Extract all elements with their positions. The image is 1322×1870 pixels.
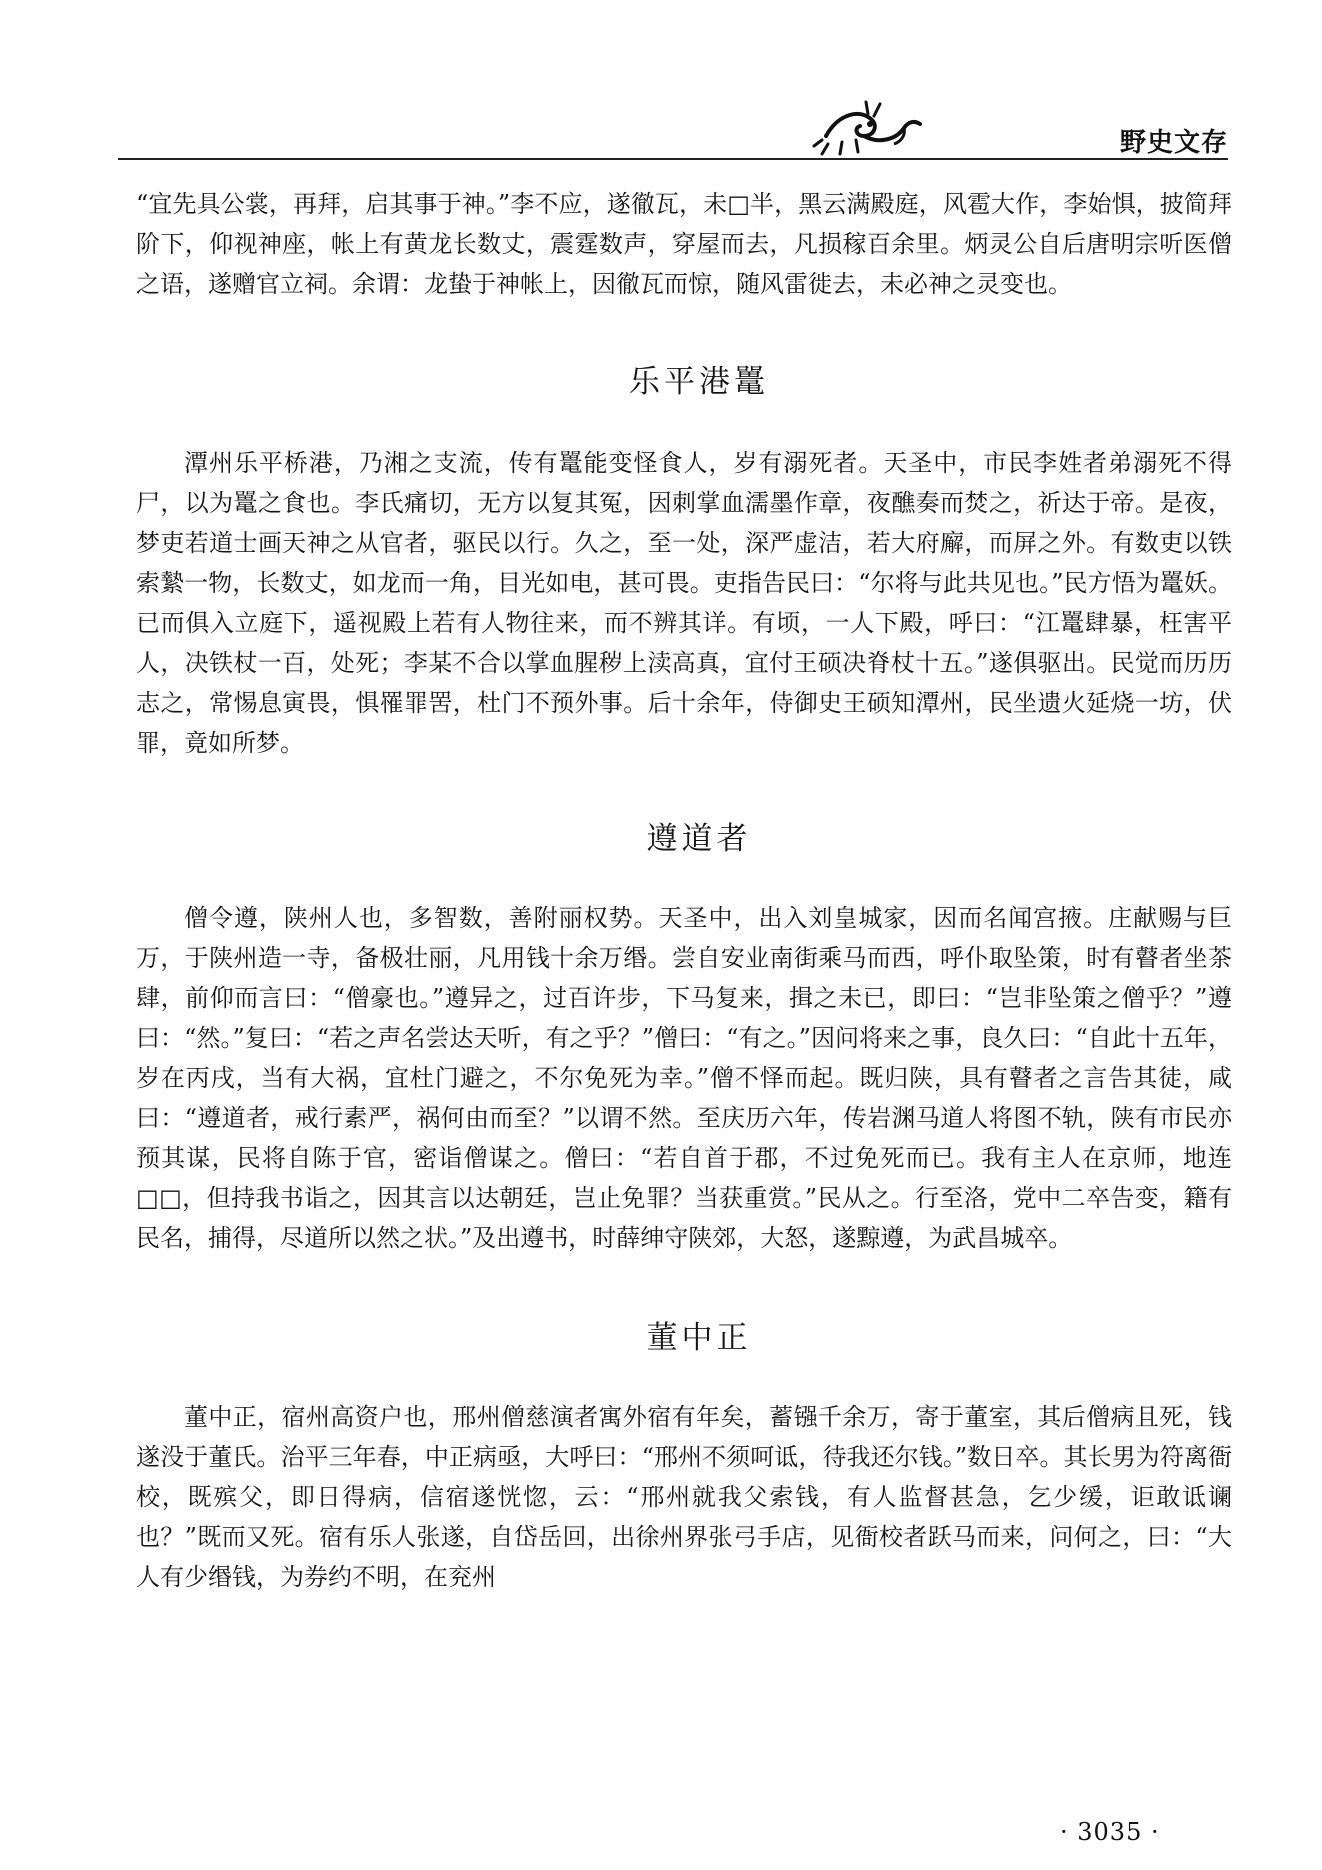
page-body [136,184,1232,1597]
section-body-zundaozhe: 僧令遵，陕州人也，多智数，善附丽权势。天圣中，出入刘皇城家，因而名闻宫掖。庄献赐与巨万，于陕州造一寺，备极壮丽，凡用钱十余万缗。尝自安业南街乘马而西，呼仆取坠策，时有瞽者坐茶肆，前仰而言曰：“僧豪也。”遵异之，过百许步，下马复来，揖之未已，即曰：“岂非坠策之僧乎？”遵曰：“然。”复曰：“若之声名尝达天听，有之乎？”僧曰：“有之。”因问将来之事，良久曰：“自此十五年，岁在丙戌，当有大祸，宜杜门避之，不尔免死为幸。”僧不怿而起。既归陕，具有瞽者之言告其徒，咸曰：“遵道者，戒行素严，祸何由而至？”以谓不然。至庆历六年，传岩渊马道人将图不轨，陕有市民亦预其谋，民将自陈于官，密诣僧谋之。僧曰：“若自首于郡，不过免死而已。我有主人在京师，地连□□，但持我书诣之，因其言以达朝廷，岂止免罪？当获重赏。”民从之。行至洛，党中二卒告变，籍有民名，捕得，尽道所以然之状。”及出遵书，时薛绅守陕郊，大怒，遂黥遵，为武昌城卒。 [136,904,1232,1252]
intro-paragraph: “宜先具公裳，再拜，启其事于神。”李不应，遂徹瓦，未□半，黑云满殿庭，风雹大作，李始惧，披简拜阶下，仰视神座，帐上有黄龙长数丈，震霆数声，穿屋而去，凡损稼百余里。炳灵公自后唐明宗听医僧之语，遂赠官立祠。余谓：龙蛰于神帐上，因徹瓦而惊，随风雷徙去，未必神之灵变也。 [136,190,1232,298]
section-title-zundaozhe: 遵道者 [646,821,752,857]
section-title-dongzhongzheng: 董中正 [646,1320,752,1356]
series-title: 野史文存 [1119,128,1228,158]
section-title-leping: 乐平港鼍 [629,364,769,400]
dragon-emblem-icon [808,96,928,160]
header-divider [118,158,1228,160]
section-body-leping: 潭州乐平桥港，乃湘之支流，传有鼍能变怪食人，岁有溺死者。天圣中，市民李姓者弟溺死不得尸，以为鼍之食也。李氏痛切，无方以复其冤，因刺掌血濡墨作章，夜醮奏而焚之，祈达于帝。是夜，梦吏若道士画天神之从官者，驱民以行。久之，至一处，深严虚洁，若大府廨，而屏之外。有数吏以铁索縶一物，长数丈，如龙而一角，目光如电，甚可畏。吏指告民曰：“尔将与此共见也。”民方悟为鼍妖。已而俱入立庭下，遥视殿上若有人物往来，而不辨其详。有顷，一人下殿，呼曰：“江鼍肆暴，枉害平人，决铁杖一百，处死；李某不合以掌血腥秽上渎高真，宜付王硕决脊杖十五。”遂俱驱出。民觉而历历志之，常惕息寅畏，惧罹罪罟，杜门不预外事。后十余年，侍御史王硕知潭州，民坐遗火延烧一坊，伏罪，竟如所梦。 [136,449,1232,757]
section-body-dongzhongzheng: 董中正，宿州高资户也，邢州僧慈演者寓外宿有年矣，蓄镪千余万，寄于董室，其后僧病且死，钱遂没于董氏。治平三年春，中正病亟，大呼曰：“邢州不须呵诋，待我还尔钱。”数日卒。其长男为符离衙校，既殡父，即日得病，信宿遂恍惚，云：“邢州就我父索钱，有人监督甚急，乞少缓，讵敢诋谰也？”既而又死。宿有乐人张遂，自岱岳回，出徐州界张弓手店，见衙校者跃马而来，问何之，曰：“大人有少缗钱，为券约不明，在兖州 [136,1403,1232,1591]
page-header [118,96,1228,166]
page-number: · 3035 · [1060,1818,1160,1846]
